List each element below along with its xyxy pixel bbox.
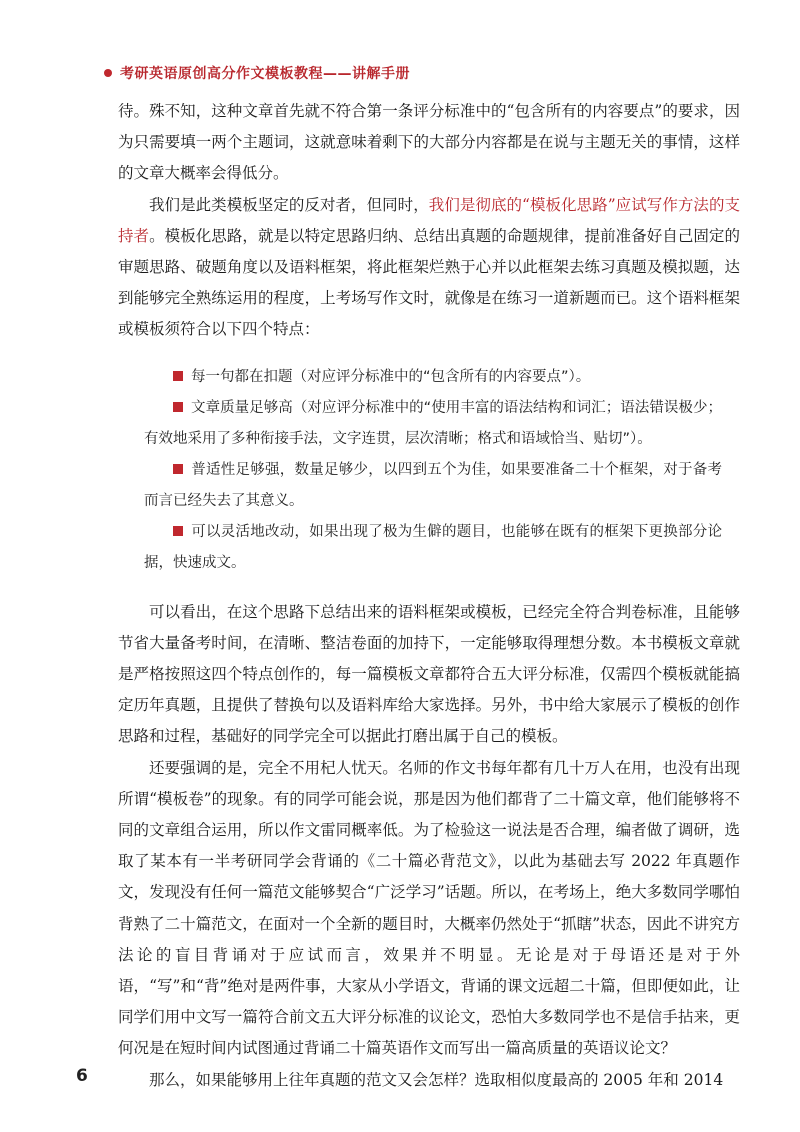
red-square-bullet-icon <box>173 402 183 412</box>
list-item-text: 可以灵活地改动，如果出现了极为生僻的题目，也能够在既有的框架下更换部分论据，快速成文。 <box>144 523 722 571</box>
header-title: 考研英语原创高分作文模板教程——讲解手册 <box>120 66 410 82</box>
running-header <box>104 62 410 84</box>
list-item <box>144 517 722 579</box>
feature-list <box>118 362 740 579</box>
red-dot-icon <box>104 69 112 77</box>
page-number: 6 <box>76 1066 88 1086</box>
body-content <box>118 96 740 1096</box>
list-item-text: 普适性足够强，数量足够少，以四到五个为佳，如果要准备二十个框架，对于备考而言已经失去了其意义。 <box>144 461 722 509</box>
paragraph-2-end: 。模板化思路，就是以特定思路归纳、总结出真题的命题规律，提前准备好自己固定的审题思路、破题角度以及语料框架，将此框架烂熟于心并以此框架去练习真题及模拟题，达到能够完全熟练运用的程度，上考场写作文时，就像是在练习一道新题而已。这个语料框架或模板须符合以下四个特点： <box>118 226 740 339</box>
paragraph-1: 待。殊不知，这种文章首先就不符合第一条评分标准中的“包含所有的内容要点”的要求，因为只需要填一两个主题词，这就意味着剩下的大部分内容都是在说与主题无关的事情，这样的文章大概率会得低分。 <box>118 102 740 183</box>
list-item-text: 每一句都在扣题（对应评分标准中的“包含所有的内容要点”）。 <box>191 368 591 385</box>
list-item-text: 文章质量足够高（对应评分标准中的“使用丰富的语法结构和词汇；语法错误极少；有效地采用了多种衔接手法，文字连贯，层次清晰；格式和语域恰当、贴切”）。 <box>144 399 722 447</box>
paragraph-2 <box>118 190 740 346</box>
list-item <box>144 393 722 455</box>
red-square-bullet-icon <box>173 371 183 381</box>
paragraph-4: 还要强调的是，完全不用杞人忧天。名师的作文书每年都有几十万人在用，也没有出现所谓“模板卷”的现象。有的同学可能会说，那是因为他们都背了二十篇文章，他们能够将不同的文章组合运用，所以作文雷同概率低。为了检验这一说法是否合理，编者做了调研，选取了某本有一半考研同学会背诵的《二十篇必背范文》，以此为基础去写 2022 年真题作文，发现没有任何一篇范文能够契合“广泛学习”话题。所以，在考场上，绝大多数同学哪怕背熟了二十篇范文，在面对一个全新的题目时，大概率仍然处于“抓瞎”状态，因此不讲究方法论的盲目背诵对于应试而言，效果并不明显。无论是对于母语还是对于外语，“写”和“背”绝对是两件事，大家从小学语文，背诵的课文远超二十篇，但即便如此，让同学们用中文写一篇符合前文五大评分标准的议论文，恐怕大多数同学也不是信手拈来，更何况是在短时间内试图通过背诵二十篇英语作文而写出一篇高质量的英语议论文？ <box>118 758 740 1058</box>
list-item <box>144 362 722 393</box>
highlighted-statement: 我们是彻底的“模板化思路”应试写作方法的支持者 <box>118 195 740 245</box>
paragraph-3: 可以看出，在这个思路下总结出来的语料框架或模板，已经完全符合判卷标准，且能够节省大量备考时间，在清晰、整洁卷面的加持下，一定能够取得理想分数。本书模板文章就是严格按照这四个特点创作的，每一篇模板文章都符合五大评分标准，仅需四个模板就能搞定历年真题，且提供了替换句以及语料库给大家选择。另外，书中给大家展示了模板的创作思路和过程，基础好的同学完全可以据此打磨出属于自己的模板。 <box>118 602 740 746</box>
red-square-bullet-icon <box>173 526 183 536</box>
paragraph-2-start: 我们是此类模板坚定的反对者，但同时， <box>149 195 429 214</box>
red-square-bullet-icon <box>173 464 183 474</box>
list-item <box>144 455 722 517</box>
paragraph-5: 那么，如果能够用上往年真题的范文又会怎样？选取相似度最高的 2005 年和 2014 <box>149 1070 724 1089</box>
